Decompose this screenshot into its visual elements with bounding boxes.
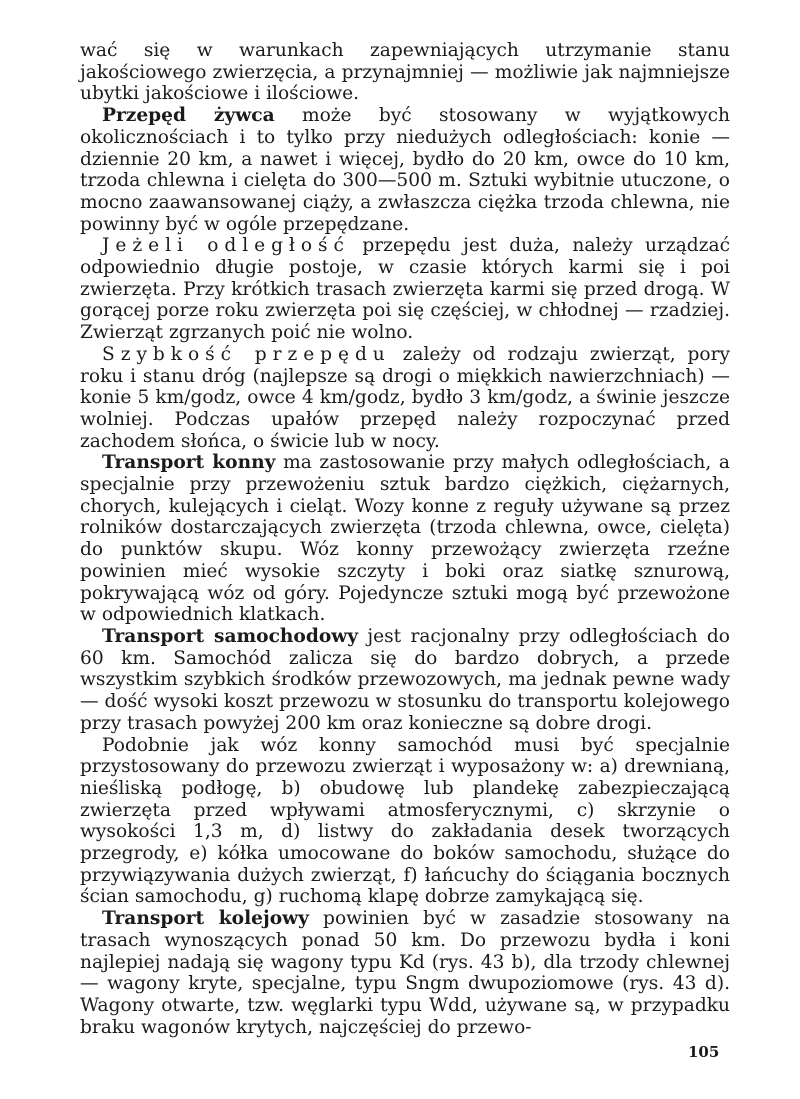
paragraph-przeped-zywca <box>80 105 730 235</box>
paragraph-lead-spaced: Szybkość przepędu <box>102 343 391 365</box>
paragraph-text: może być stosowany w wyjątkowych okolicznościach i to tylko przy niedużych odległościach: konie — dziennie 20 km, a nawet i więcej, bydło do 20 km, owce do 10 km, trzoda chlewna i cielęta do 300—500 m. Sztuki wybitnie utuczone, o mocno zaawansowanej ciąży, a zwłaszcza ciężka trzoda chlewna, nie powinny być w ogóle przepędzane. <box>80 105 730 235</box>
paragraph-odleglosc <box>80 235 730 344</box>
page-number: 105 <box>688 1043 720 1061</box>
page-text <box>80 40 730 1038</box>
paragraph-text: zależy od rodzaju zwierząt, pory roku i stanu dróg (najlepsze są drogi o miękkich nawierzchniach) — konie 5 km/godz, owce 4 km/godz, bydło 3 km/godz, a świnie jeszcze wolniej. Podczas upałów przepęd należy rozpoczynać przed zachodem słońca, o świcie lub w nocy. <box>80 343 731 452</box>
paragraph-intro-continuation <box>80 40 730 105</box>
paragraph-transport-konny <box>80 452 730 626</box>
paragraph-lead-bold: Transport konny <box>102 452 276 474</box>
paragraph-text: przepędu jest duża, należy urządzać odpowiednio długie postoje, w czasie których karmi się i poi zwierzęta. Przy krótkich trasach zwierzęta karmi się przed drogą. W gorącej porze roku zwierzęta poi się częściej, w chłodnej — rzadziej. Zwierząt zgrzanych poić nie wolno. <box>80 235 731 344</box>
paragraph-transport-kolejowy <box>80 908 730 1038</box>
paragraph-text: wać się w warunkach zapewniających utrzymanie stanu jakościowego zwierzęcia, a przynajmniej — możliwie jak najmniejsze ubytki jakościowe i ilościowe. <box>80 40 730 105</box>
paragraph-text: powinien być w zasadzie stosowany na trasach wynoszących ponad 50 km. Do przewozu bydła i koni najlepiej nadają się wagony typu Kd (rys. 43 b), dla trzody chlewnej — wagony kryte, specjalne, typu Sngm dwupoziomowe (rys. 43 d). Wagony otwarte, tzw. węglarki typu Wdd, używane są, w przypadku braku wagonów krytych, najczęściej do przewo- <box>80 908 730 1038</box>
paragraph-text: ma zastosowanie przy małych odległościach, a specjalnie przy przewożeniu sztuk bardzo ciężkich, ciężarnych, chorych, kulejących i cieląt. Wozy konne z reguły używane są przez rolników dostarczających zwierzęta (trzoda chlewna, owce, cielęta) do punktów skupu. Wóz konny przewożący zwierzęta rzeźne powinien mieć wysokie szczyty i boki oraz siatkę sznurową, pokrywającą wóz od góry. Pojedyncze sztuki mogą być przewożone w odpowiednich klatkach. <box>80 452 730 626</box>
paragraph-text: jest racjonalny przy odległościach do 60 km. Samochód zalicza się do bardzo dobrych, a przede wszystkim szybkich środków przewozowych, ma jednak pewne wady — dość wysoki koszt przewozu w stosunku do transportu kolejowego przy trasach powyżej 200 km oraz konieczne są dobre drogi. <box>80 625 730 734</box>
paragraph-szybkosc <box>80 344 730 453</box>
paragraph-wyposazenie-samochodu <box>80 735 730 909</box>
paragraph-lead-spaced: Jeżeli odległość <box>102 235 350 257</box>
paragraph-transport-samochodowy <box>80 626 730 735</box>
paragraph-text: Podobnie jak wóz konny samochód musi być specjalnie przystosowany do przewozu zwierząt i wyposażony w: a) drewnianą, nieśliską podłogę, b) obudowę lub plandekę zabezpieczającą zwierzęta przed wpływami atmosferycznymi, c) skrzynie o wysokości 1,3 m, d) listwy do zakładania desek tworzących przegrody, e) kółka umocowane do boków samochodu, służące do przywiązywania dużych zwierząt, f) łańcuchy do ściągania bocznych ścian samochodu, g) ruchomą klapę dobrze zamykającą się. <box>80 734 730 908</box>
paragraph-lead-bold: Transport kolejowy <box>102 908 309 930</box>
paragraph-lead-bold: Przepęd żywca <box>102 105 275 127</box>
paragraph-lead-bold: Transport samochodowy <box>102 625 359 647</box>
